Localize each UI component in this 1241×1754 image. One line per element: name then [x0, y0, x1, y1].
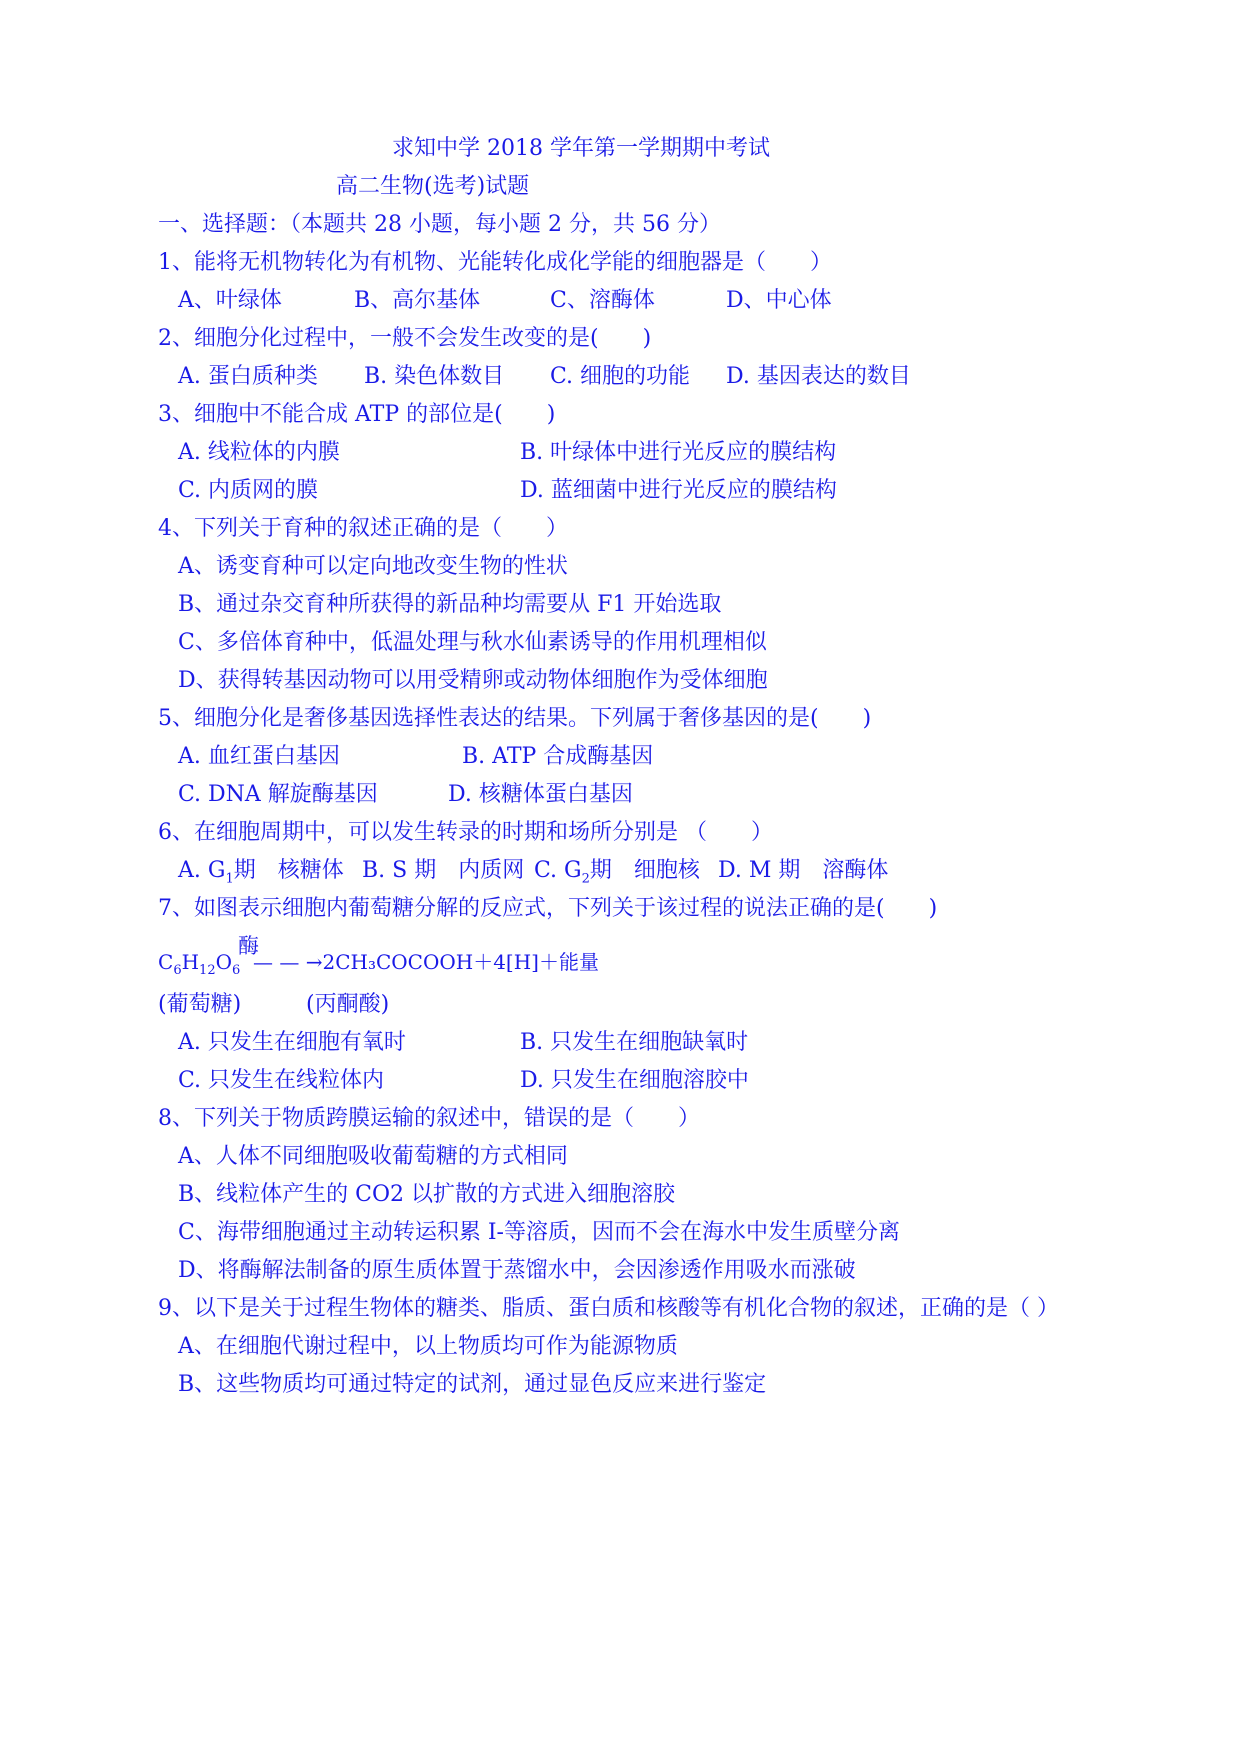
q3-option-c: C. 内质网的膜 — [178, 478, 319, 503]
q2-option-c: C. 细胞的功能 — [550, 364, 691, 389]
glucose-formula: $C_6H_{12}O_6$ — [158, 950, 241, 978]
q9-option-a: A、在细胞代谢过程中，以上物质均可作为能源物质 — [178, 1334, 678, 1359]
q5-option-b: B. ATP 合成酶基因 — [462, 744, 654, 769]
reaction-products: →2CH₃COCOOH＋4[H]＋能量 — [305, 950, 599, 974]
q6-option-a-suffix: 期 核糖体 — [233, 858, 344, 883]
q4-option-a: A、诱变育种可以定向地改变生物的性状 — [178, 554, 568, 579]
label-glucose: (葡萄糖) — [158, 992, 242, 1017]
q5-option-a: A. 血红蛋白基因 — [178, 744, 340, 769]
q7-option-c: C. 只发生在线粒体内 — [178, 1068, 385, 1093]
question-2-stem: 2、细胞分化过程中，一般不会发生改变的是( ) — [158, 326, 652, 351]
reaction-dash: — — — [246, 950, 306, 974]
q6-option-c — [534, 858, 700, 887]
q4-option-c: C、多倍体育种中，低温处理与秋水仙素诱导的作用机理相似 — [178, 630, 767, 655]
q6-option-c-suffix: 期 细胞核 — [589, 858, 700, 883]
q8-option-b: B、线粒体产生的 CO2 以扩散的方式进入细胞溶胶 — [178, 1182, 676, 1207]
q1-option-c: C、溶酶体 — [550, 288, 655, 313]
q4-option-b: B、通过杂交育种所获得的新品种均需要从 F1 开始选取 — [178, 592, 722, 617]
q7-option-d: D. 只发生在细胞溶胶中 — [520, 1068, 749, 1093]
question-6-stem: 6、在细胞周期中，可以发生转录的时期和场所分别是 （ ） — [158, 820, 773, 845]
q8-option-a: A、人体不同细胞吸收葡萄糖的方式相同 — [178, 1144, 568, 1169]
q7-option-b: B. 只发生在细胞缺氧时 — [520, 1030, 749, 1055]
question-1-stem: 1、能将无机物转化为有机物、光能转化成化学能的细胞器是（ ） — [158, 250, 832, 275]
q3-option-a: A. 线粒体的内膜 — [178, 440, 340, 465]
q8-option-d: D、将酶解法制备的原生质体置于蒸馏水中，会因渗透作用吸水而涨破 — [178, 1258, 856, 1283]
q6-option-a-subscript: 1 — [225, 871, 234, 887]
q4-option-d: D、获得转基因动物可以用受精卵或动物体细胞作为受体细胞 — [178, 668, 768, 693]
q8-option-c: C、海带细胞通过主动转运积累 I-等溶质，因而不会在海水中发生质壁分离 — [178, 1220, 900, 1245]
q2-option-d: D. 基因表达的数目 — [726, 364, 911, 389]
q6-option-b: B. S 期 内质网 — [362, 858, 525, 883]
q3-option-d: D. 蓝细菌中进行光反应的膜结构 — [520, 478, 837, 503]
exam-title: 求知中学 2018 学年第一学期期中考试 — [392, 136, 770, 161]
q2-option-a: A. 蛋白质种类 — [178, 364, 318, 389]
q6-option-d: D. M 期 溶酶体 — [718, 858, 889, 883]
question-3-stem: 3、细胞中不能合成 ATP 的部位是( ) — [158, 402, 556, 427]
enzyme-label: 酶 — [238, 934, 259, 958]
q9-option-b: B、这些物质均可通过特定的试剂，通过显色反应来进行鉴定 — [178, 1372, 767, 1397]
q1-option-b: B、高尔基体 — [354, 288, 481, 313]
question-4-stem: 4、下列关于育种的叙述正确的是（ ） — [158, 516, 568, 541]
q1-option-a: A、叶绿体 — [178, 288, 282, 313]
question-5-stem: 5、细胞分化是奢侈基因选择性表达的结果。下列属于奢侈基因的是( ) — [158, 706, 872, 731]
exam-subtitle: 高二生物(选考)试题 — [336, 174, 530, 199]
q7-option-a: A. 只发生在细胞有氧时 — [178, 1030, 406, 1055]
section-heading: 一、选择题：（本题共 28 小题，每小题 2 分，共 56 分） — [158, 212, 721, 237]
q1-option-d: D、中心体 — [726, 288, 832, 313]
q5-option-c: C. DNA 解旋酶基因 — [178, 782, 378, 807]
q6-option-a — [178, 858, 344, 887]
q6-option-c-subscript: 2 — [581, 871, 590, 887]
reaction-formula — [158, 946, 599, 978]
q5-option-d: D. 核糖体蛋白基因 — [448, 782, 633, 807]
q6-option-c-prefix: C. G — [534, 858, 582, 883]
label-pyruvate: (丙酮酸) — [306, 992, 390, 1017]
q2-option-b: B. 染色体数目 — [364, 364, 505, 389]
q3-option-b: B. 叶绿体中进行光反应的膜结构 — [520, 440, 837, 465]
q6-option-a-prefix: A. G — [178, 858, 226, 883]
question-8-stem: 8、下列关于物质跨膜运输的叙述中，错误的是（ ） — [158, 1106, 700, 1131]
question-9-stem: 9、以下是关于过程生物体的糖类、脂质、蛋白质和核酸等有机化合物的叙述，正确的是（ ） — [158, 1296, 1059, 1321]
question-7-stem: 7、如图表示细胞内葡萄糖分解的反应式，下列关于该过程的说法正确的是( ) — [158, 896, 938, 921]
